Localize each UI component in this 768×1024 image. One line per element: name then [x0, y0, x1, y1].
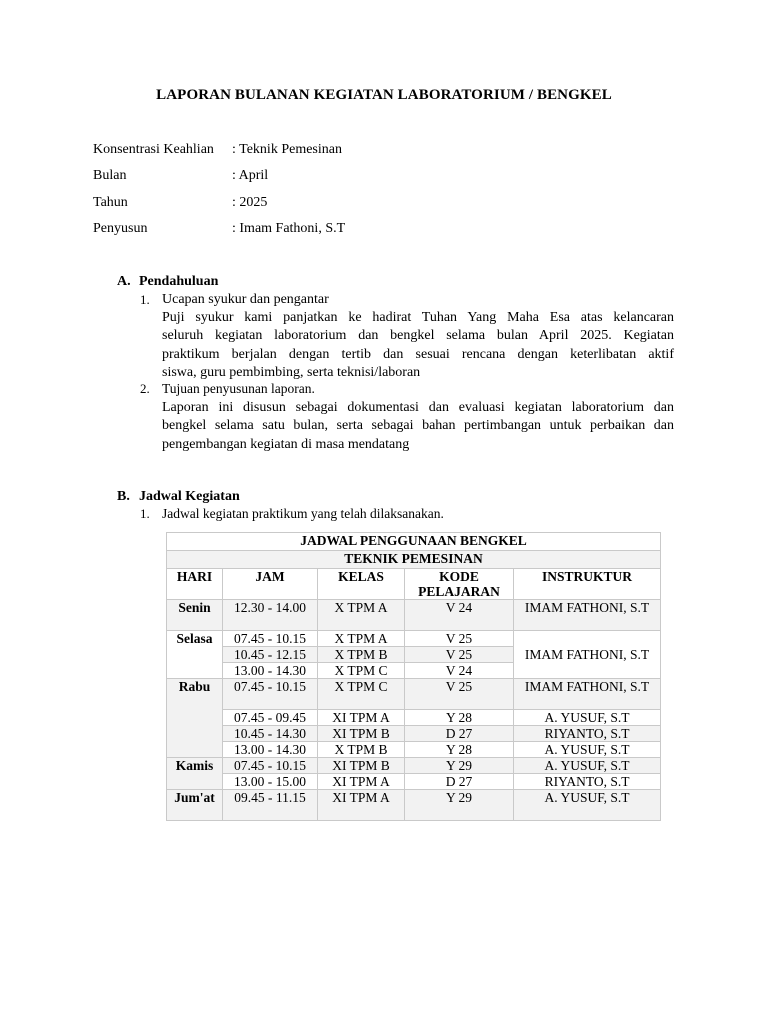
- cell-jam: 10.45 - 14.30: [223, 726, 318, 742]
- report-metadata: [93, 142, 345, 247]
- meta-label: Konsentrasi Keahlian: [93, 142, 214, 157]
- document-title: LAPORAN BULANAN KEGIATAN LABORATORIUM / BENGKEL: [156, 87, 612, 103]
- cell-kelas: XI TPM B: [318, 758, 405, 774]
- day-cell: Kamis: [167, 758, 223, 790]
- paragraph-line: Laporan ini disusun sebagai dokumentasi dan evaluasi kegiatan laboratorium dan: [162, 400, 674, 415]
- table-title: JADWAL PENGGUNAAN BENGKEL: [167, 533, 661, 551]
- meta-row-penyusun: [93, 221, 345, 247]
- day-cell: Selasa: [167, 631, 223, 679]
- meta-row-konsentrasi: [93, 142, 345, 168]
- cell-kode: V 24: [405, 600, 514, 631]
- meta-label: Tahun: [93, 194, 128, 210]
- column-header: KELAS: [318, 569, 405, 600]
- table-row: [167, 790, 661, 821]
- cell-kelas: X TPM C: [318, 663, 405, 679]
- paragraph-ucapan: [162, 309, 674, 383]
- cell-kode: D 27: [405, 726, 514, 742]
- cell-jam: 13.00 - 15.00: [223, 774, 318, 790]
- meta-label: Bulan: [93, 168, 127, 184]
- day-cell: Rabu: [167, 679, 223, 758]
- table-row: [167, 600, 661, 631]
- section-b-heading: [117, 489, 240, 505]
- day-cell: Jum'at: [167, 790, 223, 821]
- list-number: 2.: [140, 381, 150, 396]
- meta-row-bulan: [93, 168, 345, 194]
- paragraph-line: seluruh kegiatan laboratorium dan bengkel selama bulan April 2025. Kegiatan: [162, 328, 674, 344]
- cell-kelas: XI TPM A: [318, 710, 405, 726]
- paragraph-line: siswa, guru pembimbing, serta teknisi/laboran: [162, 365, 421, 381]
- cell-kelas: X TPM C: [318, 679, 405, 710]
- paragraph-line: bengkel selama satu bulan, serta sebagai bahan pertimbangan untuk perbaikan dan: [162, 418, 674, 434]
- list-item-2: [140, 381, 315, 397]
- meta-value: : 2025: [232, 194, 268, 210]
- table-row: [167, 742, 661, 758]
- cell-kode: Y 28: [405, 742, 514, 758]
- section-letter: A.: [117, 274, 131, 289]
- day-cell: Senin: [167, 600, 223, 631]
- table-row: [167, 710, 661, 726]
- cell-jam: 07.45 - 10.15: [223, 758, 318, 774]
- cell-instruktur: A. YUSUF, S.T: [514, 742, 661, 758]
- table-row: [167, 774, 661, 790]
- paragraph-line: praktikum berjalan dengan tertib dan sesuai rencana dengan keterlibatan aktif: [162, 346, 674, 362]
- column-header: HARI: [167, 569, 223, 600]
- meta-row-tahun: [93, 195, 345, 221]
- table-row: [167, 726, 661, 742]
- cell-instruktur: IMAM FATHONI, S.T: [514, 631, 661, 679]
- cell-jam: 07.45 - 09.45: [223, 710, 318, 726]
- cell-kelas: X TPM A: [318, 631, 405, 647]
- table-row: [167, 758, 661, 774]
- table-row: [167, 631, 661, 647]
- list-item-title: Tujuan penyusunan laporan.: [162, 381, 315, 396]
- meta-label: Penyusun: [93, 220, 148, 236]
- cell-instruktur: A. YUSUF, S.T: [514, 710, 661, 726]
- cell-kode: D 27: [405, 774, 514, 790]
- cell-jam: 07.45 - 10.15: [223, 679, 318, 710]
- cell-instruktur: A. YUSUF, S.T: [514, 790, 661, 821]
- table-row: [167, 679, 661, 710]
- paragraph-line: pengembangan kegiatan di masa mendatang: [162, 436, 410, 452]
- table-subtitle-row: [167, 551, 661, 569]
- cell-kelas: XI TPM A: [318, 790, 405, 821]
- cell-jam: 12.30 - 14.00: [223, 600, 318, 631]
- section-title: Jadwal Kegiatan: [139, 489, 240, 504]
- cell-kelas: XI TPM A: [318, 774, 405, 790]
- cell-kode: V 25: [405, 679, 514, 710]
- cell-jam: 10.45 - 12.15: [223, 647, 318, 663]
- column-header: KODE PELAJARAN: [405, 569, 514, 600]
- cell-jam: 07.45 - 10.15: [223, 631, 318, 647]
- cell-instruktur: IMAM FATHONI, S.T: [514, 600, 661, 631]
- cell-kode: Y 28: [405, 710, 514, 726]
- list-number: 1.: [140, 292, 150, 307]
- cell-kelas: X TPM B: [318, 647, 405, 663]
- column-header: JAM: [223, 569, 318, 600]
- section-a-heading: [117, 274, 218, 290]
- paragraph-line: Puji syukur kami panjatkan ke hadirat Tuhan Yang Maha Esa atas kelancaran: [162, 310, 674, 325]
- cell-jam: 09.45 - 11.15: [223, 790, 318, 821]
- list-item-jadwal: [140, 506, 444, 522]
- cell-kode: V 25: [405, 631, 514, 647]
- section-letter: B.: [117, 489, 130, 504]
- schedule-table: [166, 532, 661, 821]
- section-title: Pendahuluan: [139, 274, 219, 289]
- meta-value: : April: [232, 168, 269, 184]
- list-item-1: [140, 292, 329, 308]
- cell-kode: Y 29: [405, 790, 514, 821]
- cell-kelas: XI TPM B: [318, 726, 405, 742]
- cell-kode: V 24: [405, 663, 514, 679]
- list-item-title: Ucapan syukur dan pengantar: [162, 292, 329, 307]
- cell-instruktur: IMAM FATHONI, S.T: [514, 679, 661, 710]
- list-item-text: Jadwal kegiatan praktikum yang telah dilaksanakan.: [162, 506, 444, 521]
- cell-kelas: X TPM A: [318, 600, 405, 631]
- column-header: INSTRUKTUR: [514, 569, 661, 600]
- cell-jam: 13.00 - 14.30: [223, 742, 318, 758]
- cell-kelas: X TPM B: [318, 742, 405, 758]
- cell-instruktur: RIYANTO, S.T: [514, 726, 661, 742]
- cell-kode: V 25: [405, 647, 514, 663]
- cell-instruktur: RIYANTO, S.T: [514, 774, 661, 790]
- meta-value: : Teknik Pemesinan: [232, 142, 342, 157]
- table-subtitle: TEKNIK PEMESINAN: [167, 551, 661, 569]
- table-header-row: [167, 569, 661, 600]
- cell-instruktur: A. YUSUF, S.T: [514, 758, 661, 774]
- cell-jam: 13.00 - 14.30: [223, 663, 318, 679]
- table-title-row: [167, 533, 661, 551]
- list-number: 1.: [140, 506, 150, 521]
- meta-value: : Imam Fathoni, S.T: [232, 220, 346, 236]
- paragraph-tujuan: [162, 399, 674, 454]
- cell-kode: Y 29: [405, 758, 514, 774]
